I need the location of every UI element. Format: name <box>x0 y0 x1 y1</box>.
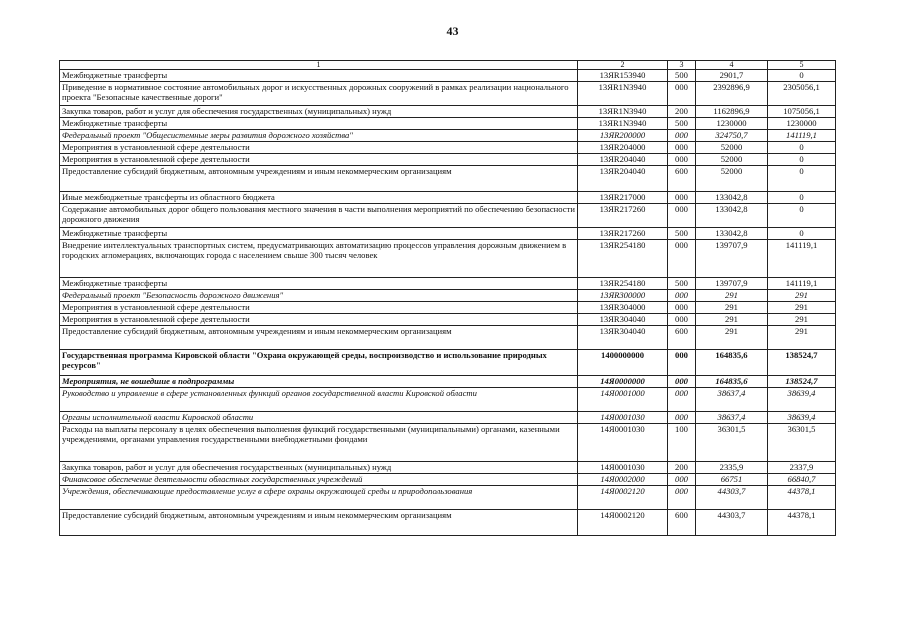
row-code-cell: 13ЯR200000 <box>578 130 668 142</box>
row-value-col4: 324750,7 <box>696 130 768 142</box>
row-value-col5: 0 <box>768 204 836 228</box>
table-row <box>60 142 836 154</box>
table-row <box>60 314 836 326</box>
row-code-cell: 13ЯR254180 <box>578 278 668 290</box>
row-group-cell: 000 <box>668 192 696 204</box>
page-number: 43 <box>446 24 459 38</box>
row-code-cell: 14Я0002120 <box>578 510 668 536</box>
table-row <box>60 192 836 204</box>
row-group-cell: 100 <box>668 424 696 462</box>
table-row <box>60 350 836 376</box>
row-code-cell: 14Я0001030 <box>578 424 668 462</box>
table-row <box>60 510 836 536</box>
row-value-col4: 139707,9 <box>696 278 768 290</box>
row-group-cell: 000 <box>668 314 696 326</box>
row-group-cell: 000 <box>668 486 696 510</box>
row-code-cell: 13ЯR204000 <box>578 142 668 154</box>
row-value-col5: 0 <box>768 142 836 154</box>
row-code-cell: 13ЯR304040 <box>578 314 668 326</box>
row-value-col5: 0 <box>768 166 836 192</box>
row-code-cell: 13ЯR204040 <box>578 166 668 192</box>
row-group-cell: 000 <box>668 376 696 388</box>
row-name-cell: Закупка товаров, работ и услуг для обеспечения государственных (муниципальных) нужд <box>60 462 578 474</box>
row-value-col5: 2337,9 <box>768 462 836 474</box>
row-value-col5: 36301,5 <box>768 424 836 462</box>
row-name-cell: Расходы на выплаты персоналу в целях обеспечения выполнения функций государственными (муниципальными) органами, казенными учреждениями, органами управления государственными внебюджетными фондами <box>60 424 578 462</box>
row-group-cell: 000 <box>668 350 696 376</box>
row-name-cell: Внедрение интеллектуальных транспортных систем, предусматривающих автоматизацию процессов управления дорожным движением в городских агломерациях, включающих города с населением свыше 300 тысяч человек <box>60 240 578 278</box>
row-group-cell: 600 <box>668 326 696 350</box>
row-value-col4: 133042,8 <box>696 228 768 240</box>
row-value-col4: 38637,4 <box>696 412 768 424</box>
row-group-cell: 000 <box>668 474 696 486</box>
table-row <box>60 204 836 228</box>
row-value-col5: 141119,1 <box>768 130 836 142</box>
row-name-cell: Учреждения, обеспечивающие предоставление услуг в сфере охраны окружающей среды и природопользования <box>60 486 578 510</box>
row-value-col4: 133042,8 <box>696 204 768 228</box>
row-name-cell: Содержание автомобильных дорог общего пользования местного значения в части выполнения мероприятий по обеспечению безопасности дорожного движения <box>60 204 578 228</box>
table-row <box>60 302 836 314</box>
row-value-col5: 0 <box>768 154 836 166</box>
header-col-5: 5 <box>768 61 836 70</box>
row-name-cell: Федеральный проект "Общесистемные меры развития дорожного хозяйства" <box>60 130 578 142</box>
budget-table <box>59 60 836 536</box>
table-row <box>60 228 836 240</box>
row-code-cell: 1400000000 <box>578 350 668 376</box>
row-code-cell: 13ЯR304040 <box>578 326 668 350</box>
row-value-col5: 2305056,1 <box>768 82 836 106</box>
row-value-col4: 66751 <box>696 474 768 486</box>
row-code-cell: 14Я0000000 <box>578 376 668 388</box>
row-name-cell: Органы исполнительной власти Кировской области <box>60 412 578 424</box>
row-value-col5: 291 <box>768 302 836 314</box>
row-code-cell: 13ЯR217260 <box>578 228 668 240</box>
table-row <box>60 82 836 106</box>
row-name-cell: Закупка товаров, работ и услуг для обеспечения государственных (муниципальных) нужд <box>60 106 578 118</box>
row-value-col5: 38639,4 <box>768 412 836 424</box>
row-value-col5: 0 <box>768 228 836 240</box>
row-name-cell: Предоставление субсидий бюджетным, автономным учреждениям и иным некоммерческим организациям <box>60 326 578 350</box>
row-group-cell: 200 <box>668 106 696 118</box>
row-value-col4: 52000 <box>696 166 768 192</box>
table-row <box>60 278 836 290</box>
row-group-cell: 000 <box>668 82 696 106</box>
row-value-col5: 141119,1 <box>768 278 836 290</box>
table-row <box>60 70 836 82</box>
header-col-1: 1 <box>60 61 578 70</box>
table-row <box>60 166 836 192</box>
table-row <box>60 154 836 166</box>
row-name-cell: Межбюджетные трансферты <box>60 228 578 240</box>
row-code-cell: 13ЯR1N3940 <box>578 82 668 106</box>
row-name-cell: Мероприятия в установленной сфере деятельности <box>60 302 578 314</box>
row-value-col5: 38639,4 <box>768 388 836 412</box>
row-value-col5: 291 <box>768 314 836 326</box>
row-name-cell: Финансовое обеспечение деятельности областных государственных учреждений <box>60 474 578 486</box>
row-value-col4: 291 <box>696 326 768 350</box>
table-row <box>60 290 836 302</box>
table-row <box>60 424 836 462</box>
row-group-cell: 000 <box>668 130 696 142</box>
row-group-cell: 600 <box>668 510 696 536</box>
row-group-cell: 500 <box>668 118 696 130</box>
row-code-cell: 13ЯR217260 <box>578 204 668 228</box>
row-name-cell: Межбюджетные трансферты <box>60 70 578 82</box>
row-value-col4: 44303,7 <box>696 510 768 536</box>
row-value-col4: 133042,8 <box>696 192 768 204</box>
row-group-cell: 000 <box>668 290 696 302</box>
row-name-cell: Мероприятия в установленной сфере деятельности <box>60 154 578 166</box>
row-code-cell: 13ЯR1N3940 <box>578 118 668 130</box>
table-header-row <box>60 61 836 70</box>
row-group-cell: 000 <box>668 302 696 314</box>
row-value-col4: 52000 <box>696 154 768 166</box>
row-code-cell: 14Я0001000 <box>578 388 668 412</box>
row-value-col5: 44378,1 <box>768 510 836 536</box>
row-name-cell: Государственная программа Кировской области "Охрана окружающей среды, воспроизводство и использование природных ресурсов" <box>60 350 578 376</box>
row-code-cell: 13ЯR304000 <box>578 302 668 314</box>
row-code-cell: 13ЯR217000 <box>578 192 668 204</box>
row-group-cell: 500 <box>668 70 696 82</box>
row-value-col4: 291 <box>696 314 768 326</box>
row-value-col5: 291 <box>768 290 836 302</box>
row-value-col5: 138524,7 <box>768 376 836 388</box>
row-code-cell: 13ЯR204040 <box>578 154 668 166</box>
row-value-col5: 291 <box>768 326 836 350</box>
row-code-cell: 14Я0002120 <box>578 486 668 510</box>
row-group-cell: 600 <box>668 166 696 192</box>
row-group-cell: 500 <box>668 278 696 290</box>
row-value-col4: 164835,6 <box>696 376 768 388</box>
row-value-col5: 1230000 <box>768 118 836 130</box>
table-row <box>60 376 836 388</box>
header-col-2: 2 <box>578 61 668 70</box>
table-row <box>60 486 836 510</box>
row-value-col4: 2901,7 <box>696 70 768 82</box>
table-row <box>60 474 836 486</box>
row-name-cell: Мероприятия в установленной сфере деятельности <box>60 314 578 326</box>
row-value-col4: 38637,4 <box>696 388 768 412</box>
row-value-col5: 66840,7 <box>768 474 836 486</box>
row-value-col4: 2335,9 <box>696 462 768 474</box>
row-group-cell: 500 <box>668 228 696 240</box>
row-value-col4: 139707,9 <box>696 240 768 278</box>
row-code-cell: 13ЯR254180 <box>578 240 668 278</box>
row-name-cell: Руководство и управление в сфере установленных функций органов государственной власти Кировской области <box>60 388 578 412</box>
row-value-col4: 52000 <box>696 142 768 154</box>
row-group-cell: 200 <box>668 462 696 474</box>
row-name-cell: Мероприятия в установленной сфере деятельности <box>60 142 578 154</box>
row-group-cell: 000 <box>668 240 696 278</box>
header-col-4: 4 <box>696 61 768 70</box>
row-value-col4: 1230000 <box>696 118 768 130</box>
row-code-cell: 14Я0001030 <box>578 412 668 424</box>
row-value-col5: 141119,1 <box>768 240 836 278</box>
row-name-cell: Мероприятия, не вошедшие в подпрограммы <box>60 376 578 388</box>
row-name-cell: Федеральный проект "Безопасность дорожного движения" <box>60 290 578 302</box>
row-group-cell: 000 <box>668 154 696 166</box>
row-code-cell: 13ЯR300000 <box>578 290 668 302</box>
row-code-cell: 14Я0001030 <box>578 462 668 474</box>
row-value-col5: 0 <box>768 70 836 82</box>
row-name-cell: Предоставление субсидий бюджетным, автономным учреждениям и иным некоммерческим организациям <box>60 166 578 192</box>
row-code-cell: 13ЯR153940 <box>578 70 668 82</box>
row-value-col4: 291 <box>696 290 768 302</box>
table-row <box>60 106 836 118</box>
table-row <box>60 130 836 142</box>
row-name-cell: Приведение в нормативное состояние автомобильных дорог и искусственных дорожных сооружений в рамках реализации национального проекта "Безопасные качественные дороги" <box>60 82 578 106</box>
table-row <box>60 118 836 130</box>
row-name-cell: Иные межбюджетные трансферты из областного бюджета <box>60 192 578 204</box>
row-value-col5: 1075056,1 <box>768 106 836 118</box>
row-code-cell: 14Я0002000 <box>578 474 668 486</box>
row-value-col5: 138524,7 <box>768 350 836 376</box>
row-group-cell: 000 <box>668 142 696 154</box>
table-row <box>60 326 836 350</box>
row-value-col4: 1162896,9 <box>696 106 768 118</box>
row-value-col4: 291 <box>696 302 768 314</box>
table-row <box>60 388 836 412</box>
header-col-3: 3 <box>668 61 696 70</box>
row-value-col5: 0 <box>768 192 836 204</box>
table-row <box>60 240 836 278</box>
table-row <box>60 412 836 424</box>
row-code-cell: 13ЯR1N3940 <box>578 106 668 118</box>
row-value-col4: 36301,5 <box>696 424 768 462</box>
row-value-col4: 44303,7 <box>696 486 768 510</box>
row-name-cell: Межбюджетные трансферты <box>60 278 578 290</box>
row-group-cell: 000 <box>668 412 696 424</box>
row-name-cell: Предоставление субсидий бюджетным, автономным учреждениям и иным некоммерческим организациям <box>60 510 578 536</box>
table-row <box>60 462 836 474</box>
row-value-col4: 2392896,9 <box>696 82 768 106</box>
row-name-cell: Межбюджетные трансферты <box>60 118 578 130</box>
row-group-cell: 000 <box>668 388 696 412</box>
row-group-cell: 000 <box>668 204 696 228</box>
row-value-col4: 164835,6 <box>696 350 768 376</box>
row-value-col5: 44378,1 <box>768 486 836 510</box>
